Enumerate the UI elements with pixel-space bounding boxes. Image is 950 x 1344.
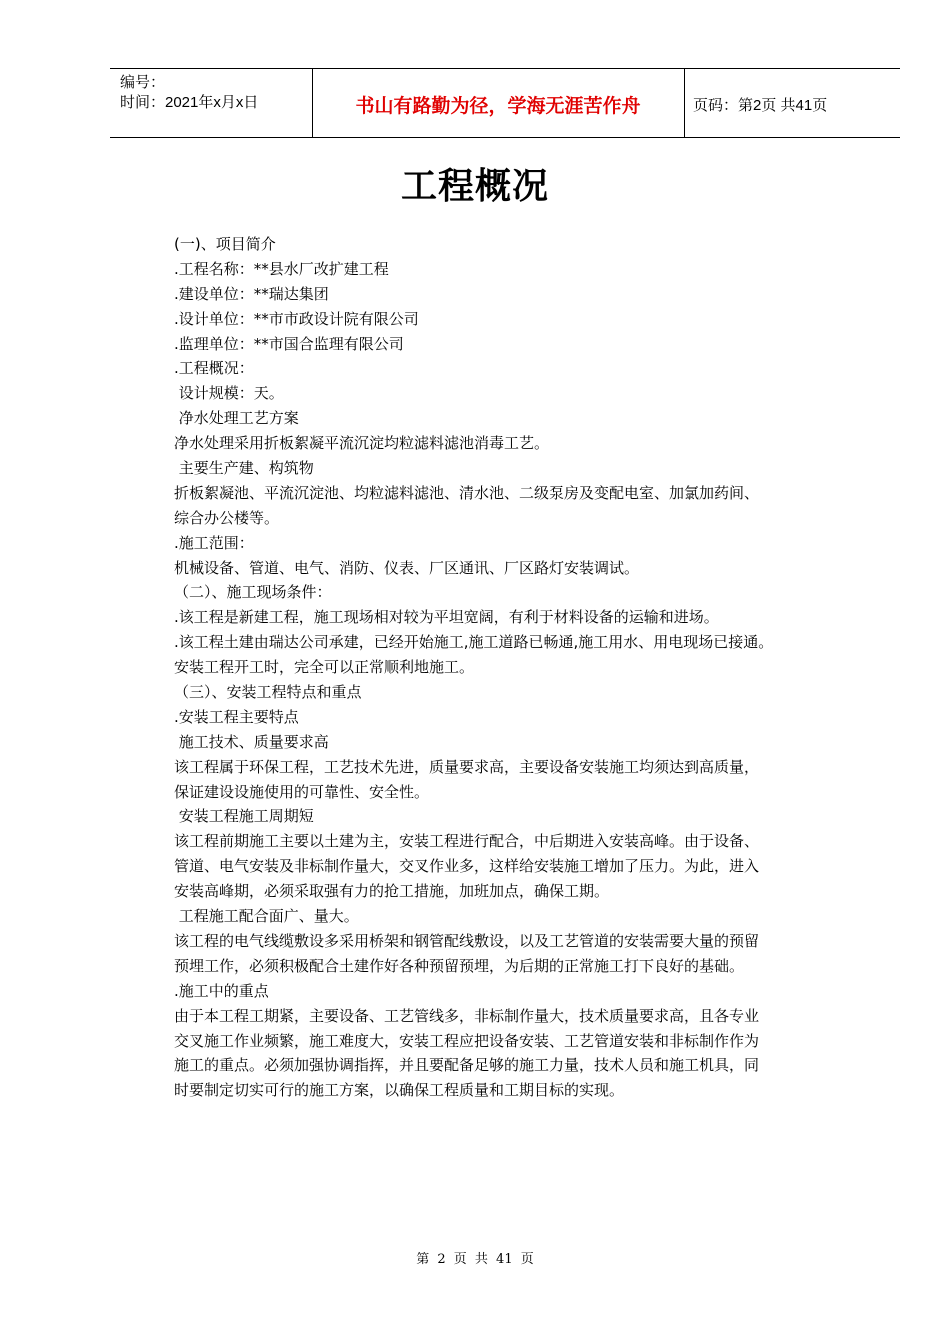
body-line: 该工程属于环保工程，工艺技术先进，质量要求高，主要设备安装施工均须达到高质量， [174,757,760,776]
body-line: .设计单位：**市市政设计院有限公司 [174,309,419,328]
body-line: 折板絮凝池、平流沉淀池、均粒滤料滤池、清水池、二级泵房及变配电室、加氯加药间、 [174,483,760,502]
body-line: 安装高峰期，必须采取强有力的抢工措施，加班加点，确保工期。 [174,882,610,901]
header-page-cell [685,69,900,137]
body-line: .工程名称：**县水厂改扩建工程 [174,259,389,278]
body-line: 安装工程开工时，完全可以正常顺利地施工。 [174,658,475,677]
body-line: 保证建设设施使用的可靠性、安全性。 [174,782,430,801]
body-line: 综合办公楼等。 [174,508,280,527]
page-footer: 第 2 页 共 41 页 [416,1252,534,1267]
body-line: （二）、施工现场条件： [174,583,332,602]
body-line: 施工的重点。必须加强协调指挥，并且要配备足够的施工力量，技术人员和施工机具，同 [174,1056,760,1075]
body-line: .监理单位：**市国合监理有限公司 [174,334,404,353]
body-line: 交叉施工作业频繁，施工难度大，安装工程应把设备安装、工艺管道安装和非标制作作为 [174,1031,760,1050]
body-line: 时要制定切实可行的施工方案，以确保工程质量和工期目标的实现。 [174,1081,625,1100]
header-info-cell [110,69,313,137]
body-line: 净水处理工艺方案 [174,409,299,428]
body-line: 施工技术、质量要求高 [174,732,329,751]
document-body [174,232,864,1103]
header-motto-cell [312,69,685,137]
body-line: 预埋工作，必须积极配合土建作好各种预留预埋，为后期的正常施工打下良好的基础。 [174,956,745,975]
doc-number: 编号： [120,74,166,91]
body-line: 设计规模：天。 [174,384,284,403]
body-line: 该工程的电气线缆敷设多采用桥架和钢管配线敷设，以及工艺管道的安装需要大量的预留 [174,931,760,950]
body-line: .工程概况： [174,359,254,378]
body-line: 机械设备、管道、电气、消防、仪表、厂区通讯、厂区路灯安装调试。 [174,558,640,577]
body-line: .建设单位：**瑞达集团 [174,284,329,303]
motto: 书山有路勤为径，学海无涯苦作舟 [355,95,641,117]
body-line: 净水处理采用折板絮凝平流沉淀均粒滤料滤池消毒工艺。 [174,434,550,453]
body-line: 由于本工程工期紧，主要设备、工艺管线多，非标制作量大，技术质量要求高，且各专业 [174,1006,760,1025]
document-title: 工程概况 [400,166,549,207]
body-line: 主要生产建、构筑物 [174,459,314,478]
doc-time: 时间：2021年x月x日 [120,94,259,111]
body-line: 管道、电气安装及非标制作量大，交叉作业多，这样给安装施工增加了压力。为此，进入 [174,857,760,876]
body-line: .该工程是新建工程，施工现场相对较为平坦宽阔，有利于材料设备的运输和进场。 [174,608,719,627]
body-line: .施工中的重点 [174,981,269,1000]
body-line: .该工程土建由瑞达公司承建，已经开始施工,施工道路已畅通,施工用水、用电现场已接通。 [174,633,774,652]
body-line: .安装工程主要特点 [174,707,299,726]
page-info: 页码：第2页 共41页 [693,97,828,114]
body-line: 工程施工配合面广、量大。 [174,907,359,926]
body-line: (一)、项目简介 [174,235,276,253]
body-line: （三）、安装工程特点和重点 [174,683,362,702]
page-header [110,68,900,138]
body-line: .施工范围： [174,533,254,552]
body-line: 安装工程施工周期短 [174,807,314,826]
body-line: 该工程前期施工主要以土建为主，安装工程进行配合，中后期进入安装高峰。由于设备、 [174,832,760,851]
